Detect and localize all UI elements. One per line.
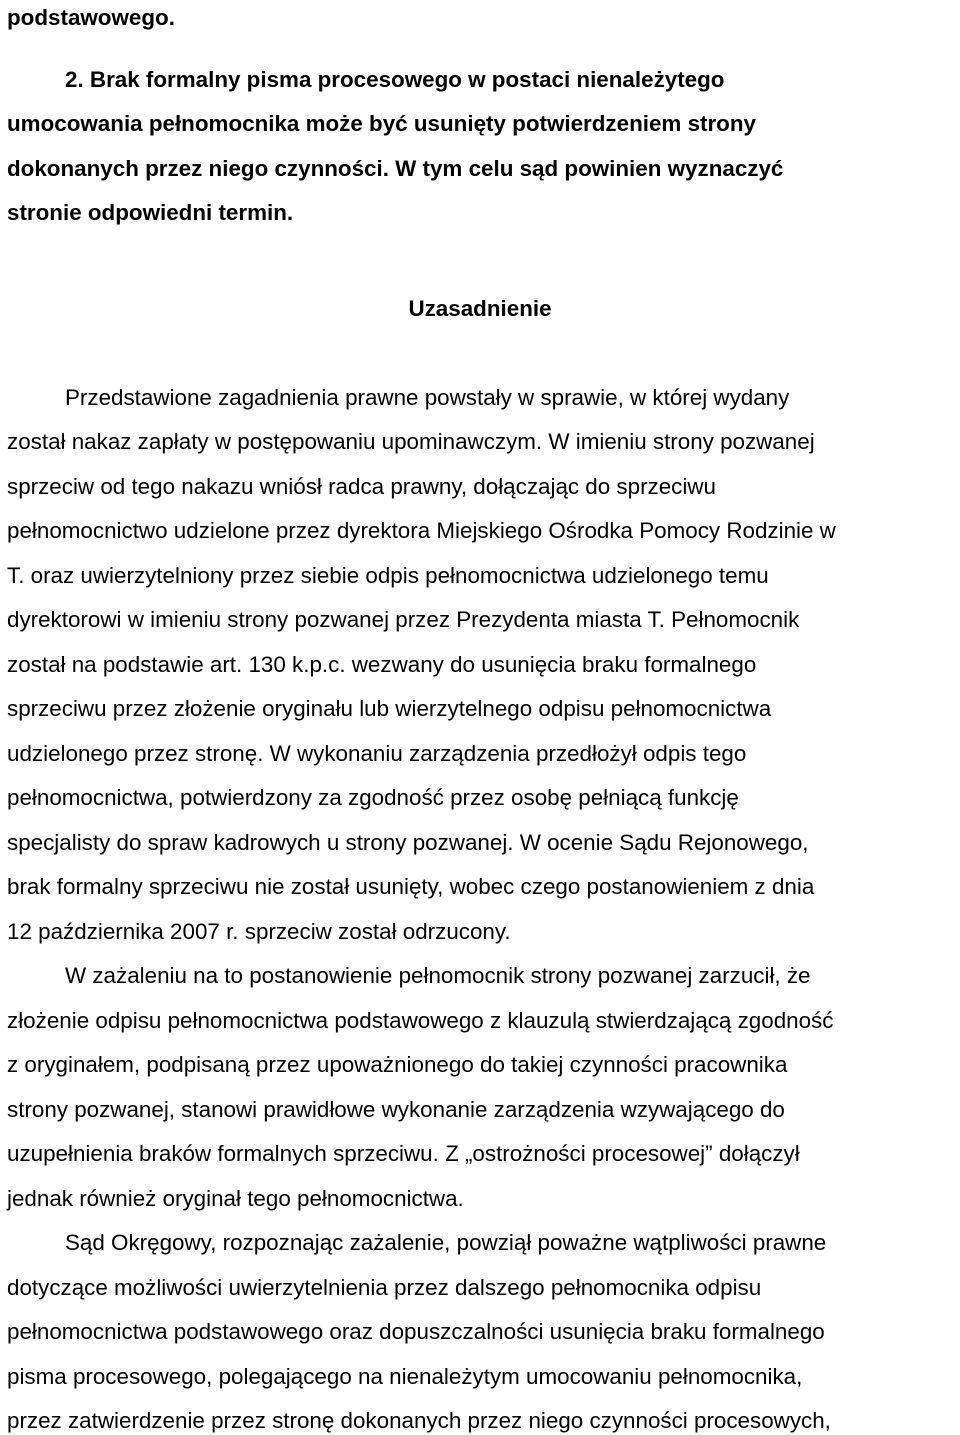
body-line: Sąd Okręgowy, rozpoznając zażalenie, powziął poważne wątpliwości prawne <box>65 1230 827 1255</box>
body-line: z oryginałem, podpisaną przez upoważnionego do takiej czynności pracownika <box>7 1052 788 1077</box>
body-line: sprzeciw od tego nakazu wniósł radca prawny, dołączając do sprzeciwu <box>7 474 716 499</box>
body-line: został nakaz zapłaty w postępowaniu upominawczym. W imieniu strony pozwanej <box>7 429 815 454</box>
thesis-line: dokonanych przez niego czynności. W tym celu sąd powinien wyznaczyć <box>7 156 784 181</box>
body-line: dotyczące możliwości uwierzytelnienia przez dalszego pełnomocnika odpisu <box>7 1275 762 1300</box>
body-line: sprzeciwu przez złożenie oryginału lub wierzytelnego odpisu pełnomocnictwa <box>7 696 772 721</box>
body-line: udzielonego przez stronę. W wykonaniu zarządzenia przedłożył odpis tego <box>7 741 747 766</box>
body-line: W zażaleniu na to postanowienie pełnomocnik strony pozwanej zarzucił, że <box>65 963 811 988</box>
body-line: T. oraz uwierzytelniony przez siebie odpis pełnomocnictwa udzielonego temu <box>7 563 769 588</box>
body-line: brak formalny sprzeciwu nie został usunięty, wobec czego postanowieniem z dnia <box>7 874 815 899</box>
body-line: pisma procesowego, polegającego na nienależytym umocowaniu pełnomocnika, <box>7 1364 803 1389</box>
body-line: pełnomocnictwa, potwierdzony za zgodność przez osobę pełniącą funkcję <box>7 785 739 810</box>
thesis-line: stronie odpowiedni termin. <box>7 200 294 225</box>
thesis-line: 2. Brak formalny pisma procesowego w postaci nienależytego <box>65 67 725 92</box>
body-line: pełnomocnictwa podstawowego oraz dopuszczalności usunięcia braku formalnego <box>7 1319 825 1344</box>
body-line: Przedstawione zagadnienia prawne powstały w sprawie, w której wydany <box>65 385 790 410</box>
body-line: specjalisty do spraw kadrowych u strony pozwanej. W ocenie Sądu Rejonowego, <box>7 830 809 855</box>
body-line: dyrektorowi w imieniu strony pozwanej przez Prezydenta miasta T. Pełnomocnik <box>7 607 800 632</box>
section-heading: Uzasadnienie <box>408 296 552 321</box>
body-line: złożenie odpisu pełnomocnictwa podstawowego z klauzulą stwierdzającą zgodność <box>7 1008 834 1033</box>
body-line: został na podstawie art. 130 k.p.c. wezwany do usunięcia braku formalnego <box>7 652 757 677</box>
thesis-line: umocowania pełnomocnika może być usunięty potwierdzeniem strony <box>7 111 756 136</box>
body-line: 12 października 2007 r. sprzeciw został odrzucony. <box>7 919 511 944</box>
body-line: przez zatwierdzenie przez stronę dokonanych przez niego czynności procesowych, <box>7 1408 831 1433</box>
body-line: strony pozwanej, stanowi prawidłowe wykonanie zarządzenia wzywającego do <box>7 1097 785 1122</box>
body-line: jednak również oryginał tego pełnomocnictwa. <box>7 1186 464 1211</box>
thesis-line: podstawowego. <box>7 5 175 30</box>
body-line: pełnomocnictwo udzielone przez dyrektora Miejskiego Ośrodka Pomocy Rodzinie w <box>7 518 836 543</box>
body-line: uzupełnienia braków formalnych sprzeciwu. Z „ostrożności procesowej” dołączył <box>7 1141 800 1166</box>
